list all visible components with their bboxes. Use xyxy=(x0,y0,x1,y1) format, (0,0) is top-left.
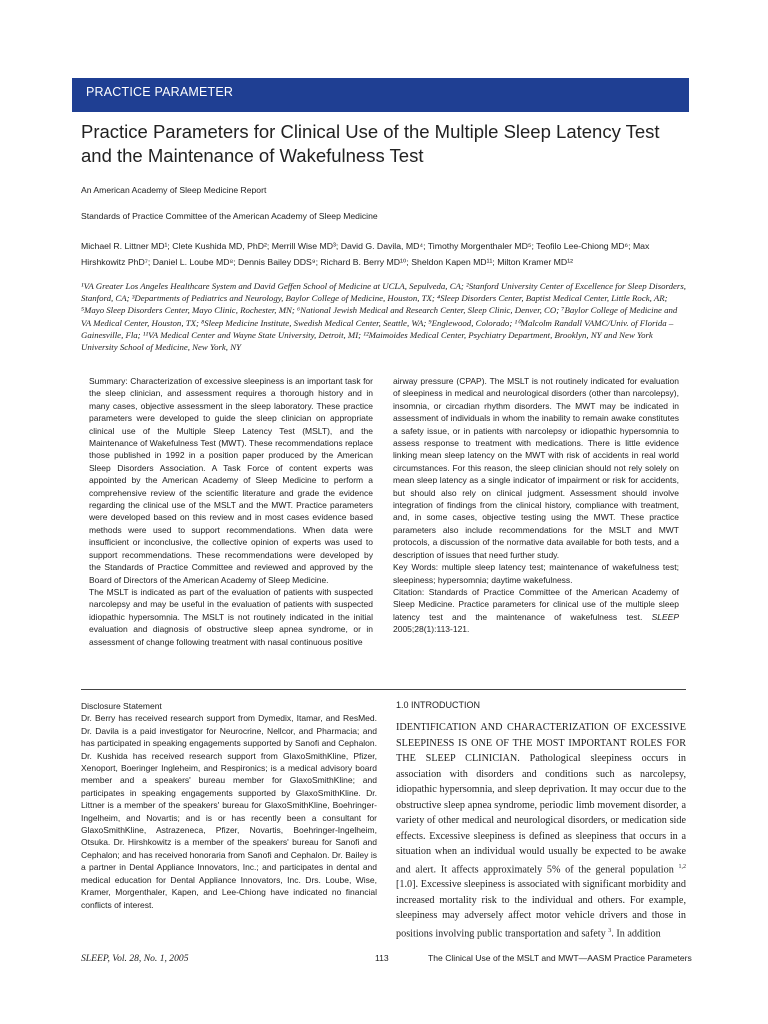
committee-line: Standards of Practice Committee of the American Academy of Sleep Medicine xyxy=(81,211,378,221)
abstract-right-paragraph: airway pressure (CPAP). The MSLT is not routinely indicated for evaluation of sleepiness in medical and neurological disorders (other than narcolepsy), insomnia, or circadian rhythm disorders. The MWT may be indicated in assessment of individuals in whom the inability to remain awake constitutes a safety issue, or in patients with narcolepsy or idiopathic hypersomnia to assess response to treatment with medications. There is little evidence linking mean sleep latency on the MWT with risk of accidents in real world circumstances. For this reason, the sleep clinician should not rely solely on mean sleep latency as a single indicator of impairment or risk for accidents, but should also rely on clinical judgment. Assessment should involve integration of findings from the clinical history, compliance with treatment, and, in some cases, objective testing using the MWT. These practice parameters also include recommendations for the MSLT and MWT protocols, a discussion of the normative data available for both tests, and a description of issues that need further study. xyxy=(393,376,679,560)
footer-running-title: The Clinical Use of the MSLT and MWT—AASM Practice Parameters xyxy=(428,953,692,963)
introduction-column xyxy=(396,700,686,942)
introduction-text xyxy=(396,720,686,942)
disclosure-column xyxy=(81,700,377,911)
citation-text: Citation: Standards of Practice Committee of the American Academy of Sleep Medicine. Practice parameters for clinical use of the multiple sleep latency test and the maintenance of wakefulness test. xyxy=(393,586,679,622)
reference-marker: 1,2 xyxy=(678,863,686,870)
citation-tail: 2005;28(1):113-121. xyxy=(393,624,470,635)
banner-label: PRACTICE PARAMETER xyxy=(86,85,234,99)
introduction-body-a: Pathological sleepiness occurs in association with disorders and conditions such as narcolepsy, idiopathic hypersomnia, and sleep deprivation. It may occur due to the obstructive sleep apnea syndrome, periodic limb movement disorder, a variety of other medical and neurological disorders, or medication side effects. Excessive sleepiness is defined as sleepiness that occurs in a situation when an individual would usually be expected to be awake and alert. It affects approximately 5% of the general population xyxy=(396,753,686,875)
section-divider xyxy=(81,689,686,690)
disclosure-text: Dr. Berry has received research support from Dymedix, Itamar, and ResMed. Dr. Davila is a paid investigator for Neurocrine, Nellcor, and Pharmacia; and has participated in speaking engagements supported by Sanofi and Cephalon. Dr. Kushida has received research support from GlaxoSmithKline, Pfizer, Xenoport, Boeringer Ingleheim, and Respironics; is a medical advisory board member and a speakers' bureau member for GlaxoSmithKline; and participates in speaking engagements supported by GlaxoSmithKline. Dr. Littner is a member of the speakers' bureau for GlaxoSmithKline, Boehringer-Ingelheim, and Novartis; and is or has recently been a consultant for GlaxoSmithKline, Astrazeneca, Pfizer, Novartis, Boehringer-Ingelheim, Otsuka. Dr. Hirshkowitz is a member of the speakers' bureau for Sanofi and Cephalon; and has received honoraria from Sanofi and Cephalon. Dr. Bailey is a partner in Dental Appliance Innovators, Inc.; and participates in dental and medical education for Dental Appliance Innovators, Inc. Drs. Loube, Wise, Kramer, Morgenthaler, Kapen, and Lee-Chiong have indicated no financial conflicts of interest. xyxy=(81,713,377,910)
footer-journal: SLEEP, Vol. 28, No. 1, 2005 xyxy=(81,953,189,964)
abstract-summary: Summary: Characterization of excessive sleepiness is an important task for the sleep clinician, and assessment requires a thorough history and in many cases, objective assessment in the sleep laboratory. These practice parameters were developed to guide the sleep clinician on appropriate clinical use of the Multiple Sleep Latency Test (MSLT), and the Maintenance of Wakefulness Test (MWT). These recommendations replace those published in 1992 in a position paper produced by the American Sleep Disorders Association. A Task Force of content experts was appointed by the American Academy of Sleep Medicine to perform a comprehensive review of the scientific literature and grade the evidence regarding the clinical use of the MSLT and the MWT. Practice parameters were developed based on this review and in most cases evidence based methods were used to support recommendations. When data were insufficient or inconclusive, the collective opinion of experts was used to support recommendations. These recommendations were developed by the Standards of Practice Committee and reviewed and approved by the Board of Directors of the American Academy of Sleep Medicine. xyxy=(89,376,373,585)
introduction-lead: IDENTIFICATION AND CHARACTERIZATION OF EXCESSIVE SLEEPINESS IS ONE OF THE MOST IMPORTANT ROLES FOR THE SLEEP CLINICIAN. xyxy=(396,722,686,764)
footer-page-number: 113 xyxy=(375,953,389,963)
introduction-heading: 1.0 INTRODUCTION xyxy=(396,700,481,710)
affiliations: ¹VA Greater Los Angeles Healthcare System and David Geffen School of Medicine at UCLA, Sepulveda, CA; ²Stanford University Center of Excellence for Sleep Disorders, Stanford, CA; ³Departments of Pediatrics and Neurology, Baylor College of Medicine, Houston, TX; ⁴Sleep Disorders Center, Baptist Medical Center, Little Rock, AR; ⁵Mayo Sleep Disorders Center, Mayo Clinic, Rochester, MN; ⁶National Jewish Medical and Research Center, Sleep Clinic, Denver, CO; ⁷Baylor College of Medicine and VA Medical Center, Houston, TX; ⁸Sleep Medicine Institute, Swedish Medical Center, Seattle, WA; ⁹Englewood, Colorado; ¹⁰Malcolm Randall VAMC/Univ. of Florida – Gainesville, Fla; ¹¹VA Medical Center and Wayne State University, Detroit, MI; ¹²Maimoides Medical Center, Psychiatry Department, Brooklyn, NY and New York University School of Medicine, New York, NY xyxy=(81,281,686,353)
reference-marker: 3 xyxy=(608,927,612,934)
article-title: Practice Parameters for Clinical Use of the Multiple Sleep Latency Test and the Maintenance of Wakefulness Test xyxy=(81,121,660,166)
abstract-right-column xyxy=(393,375,679,636)
abstract-citation xyxy=(393,586,679,636)
abstract-mslt-paragraph: The MSLT is indicated as part of the evaluation of patients with suspected narcolepsy and may be useful in the evaluation of patients with suspected idiopathic hypersomnia. The MSLT is not routinely indicated in the initial evaluation and diagnosis of obstructive sleep apnea syndrome, or in assessment of change following treatment with nasal continuous positive xyxy=(89,586,373,647)
introduction-body-c: . In addition xyxy=(611,928,661,940)
introduction-body-b: [1.0]. Excessive sleepiness is associated with significant morbidity and increased mortality risk to the individual and others. For example, sleepiness may adversely affect motor vehicle drivers and those in positions involving public transportation and safety xyxy=(396,879,686,940)
abstract-left-column xyxy=(89,375,373,648)
report-line: An American Academy of Sleep Medicine Report xyxy=(81,185,267,195)
author-list: Michael R. Littner MD¹; Clete Kushida MD, PhD²; Merrill Wise MD³; David G. Davila, MD⁴; Timothy Morgenthaler MD⁵; Teofilo Lee-Chiong MD⁶; Max Hirshkowitz PhD⁷; Daniel L. Loube MD⁸; Dennis Bailey DDS⁹; Richard B. Berry MD¹⁰; Sheldon Kapen MD¹¹; Milton Kramer MD¹² xyxy=(81,241,650,267)
section-banner xyxy=(72,78,689,112)
disclosure-heading: Disclosure Statement xyxy=(81,701,162,711)
abstract-keywords: Key Words: multiple sleep latency test; maintenance of wakefulness test; sleepiness; hypersomnia; daytime wakefulness. xyxy=(393,562,679,585)
citation-journal: SLEEP xyxy=(651,611,679,622)
